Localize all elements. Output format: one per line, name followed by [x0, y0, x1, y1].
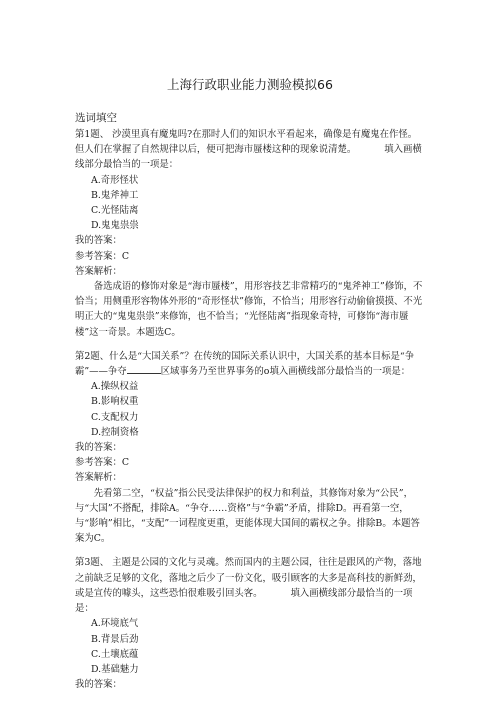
my-answer-label: 我的答案：	[75, 235, 122, 247]
analysis-label: 答案解析：	[75, 265, 122, 277]
option-a: A.操纵权益	[91, 381, 139, 393]
section-heading: 选词填空	[75, 112, 117, 124]
analysis-label: 答案解析：	[75, 472, 122, 484]
document-body	[75, 110, 425, 701]
question-prompt: 填入画横线部分最恰当的一项是：	[75, 144, 422, 171]
my-answer-label: 我的答案：	[75, 679, 122, 691]
reference-answer: 参考答案：C	[75, 250, 130, 262]
option-c: C.支配权力	[91, 411, 139, 423]
analysis-text: 先看第二空，“权益”指公民受法律保护的权力和利益，其修饰对象为“公民”，与“大国”不搭配，排除A。“争夺……资格”与“争霸”矛盾，排除D。再看第一空，与“影响”相比，“支配”一词程度更重，更能体现大国间的霸权之争。排除B。本题答案为C。	[75, 487, 420, 545]
option-a: A.环境底气	[91, 618, 139, 630]
question-text: 第1题、 沙漠里真有魔鬼吗?在那时人们的知识水平看起来，确像是有魔鬼在作怪。但人们在掌握了自然规律以后，便可把海市蜃楼这种的现象说清楚。	[75, 129, 418, 156]
question-stem	[75, 127, 425, 173]
option-b: B.影响权重	[91, 396, 139, 408]
question-stem	[75, 555, 425, 616]
question-text-continued: 区域事务乃至世界事务的o填入画横线部分最恰当的一项是：	[160, 366, 411, 378]
question-stem	[75, 349, 425, 379]
question-text: 第3题、 主题是公园的文化与灵魂。然而国内的主题公园，往往是跟风的产物，落地之前缺乏足够的文化，落地之后少了一份文化，吸引顾客的大多是高科技的新鲜劲，或是宣传的噱头，这些恐怕很难吸引回头客。	[75, 557, 422, 599]
question-3	[75, 555, 425, 692]
question-text: 第2题、什么是“大国关系”？在传统的国际关系认识中，大国关系的基本目标是“争霸”——争夺	[75, 350, 415, 378]
option-c: C.土壤底蕴	[91, 648, 139, 660]
option-b: B.背景后劲	[91, 633, 139, 645]
question-prompt: 填入画横线部分最恰当的一项是：	[75, 587, 413, 615]
option-a: A.奇形怪状	[91, 174, 139, 186]
option-b: B.鬼斧神工	[91, 189, 139, 201]
question-2	[75, 349, 425, 547]
option-d: D.控制资格	[91, 426, 139, 438]
my-answer-label: 我的答案：	[75, 442, 122, 454]
question-1	[75, 127, 425, 340]
analysis-text: 备选成语的修饰对象是“海市蜃楼”，用形容技艺非常精巧的“鬼斧神工”修饰，不恰当；用侧重形容物体外形的“奇形怪状”修饰，不恰当；用形容行动偷偷摸摸、不光明正大的“鬼鬼祟祟”来修饰，也不恰当；“光怪陆离”指现象奇特，可修饰“海市蜃楼”这一奇景。本题选C。	[75, 281, 423, 338]
option-d: D.基础魅力	[91, 663, 139, 675]
option-d: D.鬼鬼祟祟	[91, 220, 139, 232]
document-title: 上海行政职业能力测验模拟66	[167, 77, 333, 92]
fill-blank-line	[127, 364, 161, 374]
option-c: C.光怪陆离	[91, 205, 139, 217]
reference-answer: 参考答案：C	[75, 457, 130, 469]
